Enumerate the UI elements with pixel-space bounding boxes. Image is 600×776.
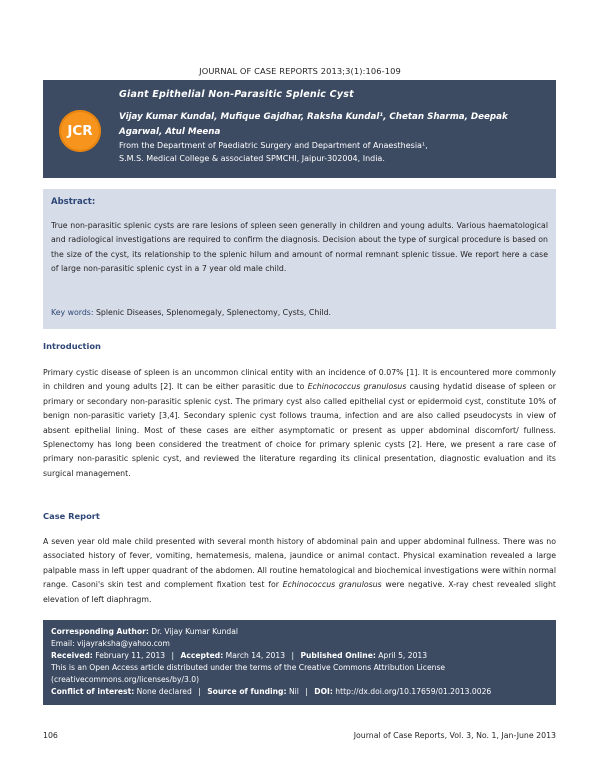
case-report-organism: Echinococcus granulosus bbox=[282, 580, 382, 590]
introduction-text-b: causing hydatid disease of spleen or primary or secondary non-parasitic splenic cyst. The primary cyst also called epithelial cyst or epidermoid cyst, constitute 10% of benign non-parasitic variety [3,4]. Secondary splenic cyst follows trauma, infection and are also called pseudocysts in view of absent epithelial lining. Most of these cases are either asymptomatic or present as upper abdominal discomfort/ fullness. Splenectomy has long been considered the treatment of choice for primary splenic cysts [2]. Here, we present a rare case of primary non-parasitic splenic cyst, and reviewed the literature regarding its clinical presentation, diagnostic evaluation and its surgical management. bbox=[43, 382, 556, 478]
keywords bbox=[51, 308, 331, 317]
separator: | bbox=[171, 651, 175, 660]
published-label: Published Online: bbox=[300, 651, 376, 660]
article-title-block bbox=[43, 80, 556, 178]
journal-citation-header: JOURNAL OF CASE REPORTS 2013;3(1):106-109 bbox=[199, 66, 401, 76]
case-report-paragraph bbox=[43, 535, 556, 607]
introduction-heading: Introduction bbox=[43, 341, 101, 351]
affiliation-line-1: From the Department of Paediatric Surgery and Department of Anaesthesia¹, bbox=[119, 141, 428, 150]
affiliation bbox=[119, 140, 549, 165]
corresponding-author-label: Corresponding Author: bbox=[51, 627, 149, 636]
abstract-text: True non-parasitic splenic cysts are rare lesions of spleen seen generally in children and young adults. Various haematological and radiological investigations are required to confirm the diagnosis. Decision about the type of surgical procedure is based on the size of the cyst, its relationship to the splenic hilum and amount of normal remnant splenic tissue. We report here a case of large non-parasitic splenic cyst in a 7 year old male child. bbox=[51, 221, 548, 273]
introduction-paragraph bbox=[43, 366, 556, 481]
keywords-list: Splenic Diseases, Splenomegaly, Splenectomy, Cysts, Child. bbox=[95, 308, 332, 317]
separator: | bbox=[198, 687, 201, 696]
separator: | bbox=[305, 687, 308, 696]
published-date: April 5, 2013 bbox=[375, 651, 428, 660]
article-info-box bbox=[43, 620, 556, 705]
funding-label: Source of funding: bbox=[207, 687, 287, 696]
introduction-text-a: Primary cystic disease of spleen is an uncommon clinical entity with an incidence of 0.07% [1]. It is encountered more commonly in children and young adults [2]. It can be either parasitic due to bbox=[43, 368, 556, 392]
affiliation-line-2: S.M.S. Medical College & associated SPMCHI, Jaipur-302004, India. bbox=[119, 153, 385, 163]
page-number: 106 bbox=[43, 731, 58, 740]
doi-link[interactable]: http://dx.doi.org/10.17659/01.2013.0026 bbox=[332, 687, 492, 696]
case-report-heading: Case Report bbox=[43, 511, 100, 521]
license-line-1: This is an Open Access article distributed under the terms of the Creative Commons Attribution License bbox=[51, 663, 446, 672]
abstract-heading: Abstract: bbox=[51, 197, 96, 207]
case-report-text-a: A seven year old male child presented with several month history of abdominal pain and upper abdominal fullness. There was no associated history of fever, vomiting, hematemesis, malena, jaundice or animal contact. Physical examination revealed a large palpable mass in left upper quadrant of the abdomen. All routine hematological and biochemical investigations were within normal range. Casoni's skin test and complement fixation test for bbox=[43, 537, 556, 590]
author-list: Vijay Kumar Kundal, Mufique Gajdhar, Raksha Kundal¹, Chetan Sharma, Deepak Agarwal, Atul Meena bbox=[119, 112, 508, 137]
doi-label: DOI: bbox=[314, 687, 333, 696]
separator: | bbox=[291, 651, 295, 660]
corresponding-author-name: Dr. Vijay Kumar Kundal bbox=[148, 627, 238, 636]
journal-issue-footer: Journal of Case Reports, Vol. 3, No. 1, Jan-June 2013 bbox=[353, 731, 556, 740]
conflict-value: None declared bbox=[134, 687, 192, 696]
dates-line bbox=[51, 650, 548, 662]
case-report-text-b: were negative. X-ray chest revealed slight elevation of left diaphragm. bbox=[43, 580, 556, 604]
funding-value: Nil bbox=[286, 687, 299, 696]
license-line-2: (creativecommons.org/licenses/by/3.0) bbox=[51, 675, 200, 684]
article-title: Giant Epithelial Non-Parasitic Splenic Cyst bbox=[119, 89, 354, 100]
accepted-date: March 14, 2013 bbox=[223, 651, 286, 660]
accepted-label: Accepted: bbox=[180, 651, 224, 660]
corresponding-author-line bbox=[51, 626, 548, 638]
corresponding-email: Email: vijayraksha@yahoo.com bbox=[51, 639, 170, 648]
keywords-label: Key words: bbox=[51, 308, 94, 317]
conflict-label: Conflict of interest: bbox=[51, 687, 135, 696]
disclosures-line bbox=[51, 686, 548, 698]
jcr-logo: JCR bbox=[59, 110, 101, 152]
introduction-organism: Echinococcus granulosus bbox=[307, 382, 407, 392]
abstract-box bbox=[43, 189, 556, 329]
received-label: Received: bbox=[51, 651, 93, 660]
received-date: February 11, 2013 bbox=[92, 651, 166, 660]
